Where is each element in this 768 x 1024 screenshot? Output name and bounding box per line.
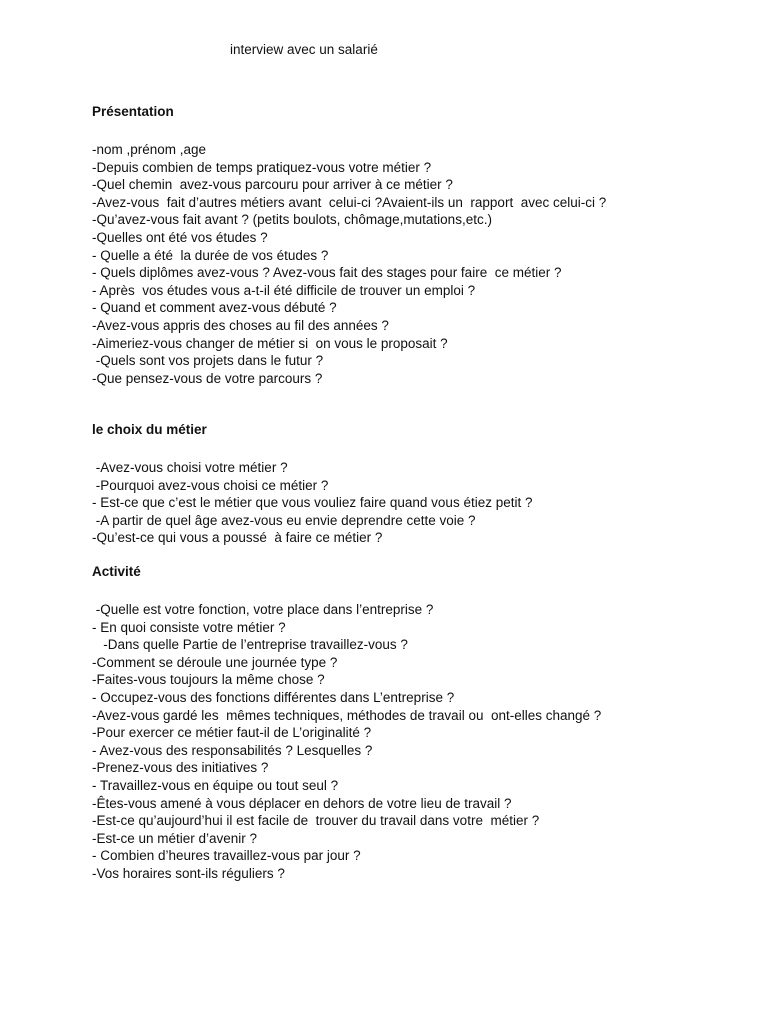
section-heading-presentation: Présentation bbox=[92, 104, 174, 119]
question-line: - Quelle a été la durée de vos études ? bbox=[92, 247, 329, 263]
question-line: -Avez-vous appris des choses au fil des années ? bbox=[92, 317, 389, 333]
section-heading-activite: Activité bbox=[92, 564, 141, 579]
question-line: -Vos horaires sont-ils réguliers ? bbox=[92, 865, 285, 881]
question-line: - Quand et comment avez-vous débuté ? bbox=[92, 300, 337, 316]
question-line: -Comment se déroule une journée type ? bbox=[92, 654, 338, 670]
question-line: -Avez-vous fait d’autres métiers avant celui-ci ?Avaient-ils un rapport avec celui-ci ? bbox=[92, 194, 607, 210]
question-line: - Après vos études vous a-t-il été difficile de trouver un emploi ? bbox=[92, 282, 476, 298]
question-line: -Avez-vous choisi votre métier ? bbox=[92, 460, 288, 475]
question-line: -Êtes-vous amené à vous déplacer en dehors de votre lieu de travail ? bbox=[92, 795, 512, 811]
question-list-choix-du-metier bbox=[92, 459, 742, 547]
question-line: -Aimeriez-vous changer de métier si on vous le proposait ? bbox=[92, 335, 448, 351]
question-line: -Depuis combien de temps pratiquez-vous votre métier ? bbox=[92, 159, 432, 175]
question-line: -nom ,prénom ,age bbox=[92, 142, 207, 157]
question-line: -Qu’est-ce qui vous a poussé à faire ce métier ? bbox=[92, 530, 383, 546]
question-line: -Est-ce qu’aujourd’hui il est facile de trouver du travail dans votre métier ? bbox=[92, 813, 540, 829]
question-line: -Quel chemin avez-vous parcouru pour arriver à ce métier ? bbox=[92, 177, 453, 193]
question-line: -Que pensez-vous de votre parcours ? bbox=[92, 370, 323, 386]
question-line: -Pourquoi avez-vous choisi ce métier ? bbox=[92, 477, 329, 493]
question-line: - Avez-vous des responsabilités ? Lesquelles ? bbox=[92, 742, 373, 758]
section-heading-choix-du-metier: le choix du métier bbox=[92, 422, 207, 437]
question-line: - Combien d’heures travaillez-vous par jour ? bbox=[92, 848, 361, 864]
question-line: - Est-ce que c’est le métier que vous vouliez faire quand vous étiez petit ? bbox=[92, 495, 533, 511]
question-line: -Dans quelle Partie de l’entreprise travaillez-vous ? bbox=[92, 637, 408, 653]
question-line: -Prenez-vous des initiatives ? bbox=[92, 760, 269, 776]
question-line: -Quelles ont été vos études ? bbox=[92, 229, 268, 245]
section-activite bbox=[92, 563, 742, 883]
question-line: -Qu’avez-vous fait avant ? (petits boulots, chômage,mutations,etc.) bbox=[92, 212, 492, 228]
question-line: -Quelle est votre fonction, votre place dans l’entreprise ? bbox=[92, 602, 434, 617]
question-line: -A partir de quel âge avez-vous eu envie deprendre cette voie ? bbox=[92, 512, 476, 528]
question-line: - Occupez-vous des fonctions différentes dans L’entreprise ? bbox=[92, 689, 455, 705]
section-choix-du-metier bbox=[92, 421, 742, 547]
question-line: -Est-ce un métier d’avenir ? bbox=[92, 830, 258, 846]
document-title: interview avec un salarié bbox=[230, 42, 378, 57]
question-line: -Pour exercer ce métier faut-il de L’originalité ? bbox=[92, 725, 372, 741]
question-line: -Faites-vous toujours la même chose ? bbox=[92, 672, 325, 688]
question-list-activite bbox=[92, 601, 742, 883]
question-line: -Quels sont vos projets dans le futur ? bbox=[92, 353, 324, 369]
section-presentation bbox=[92, 103, 742, 387]
question-line: - En quoi consiste votre métier ? bbox=[92, 619, 286, 635]
question-line: -Avez-vous gardé les mêmes techniques, méthodes de travail ou ont-elles changé ? bbox=[92, 707, 602, 723]
question-line: - Travaillez-vous en équipe ou tout seul ? bbox=[92, 777, 339, 793]
question-line: - Quels diplômes avez-vous ? Avez-vous fait des stages pour faire ce métier ? bbox=[92, 265, 562, 281]
question-list-presentation bbox=[92, 141, 742, 387]
